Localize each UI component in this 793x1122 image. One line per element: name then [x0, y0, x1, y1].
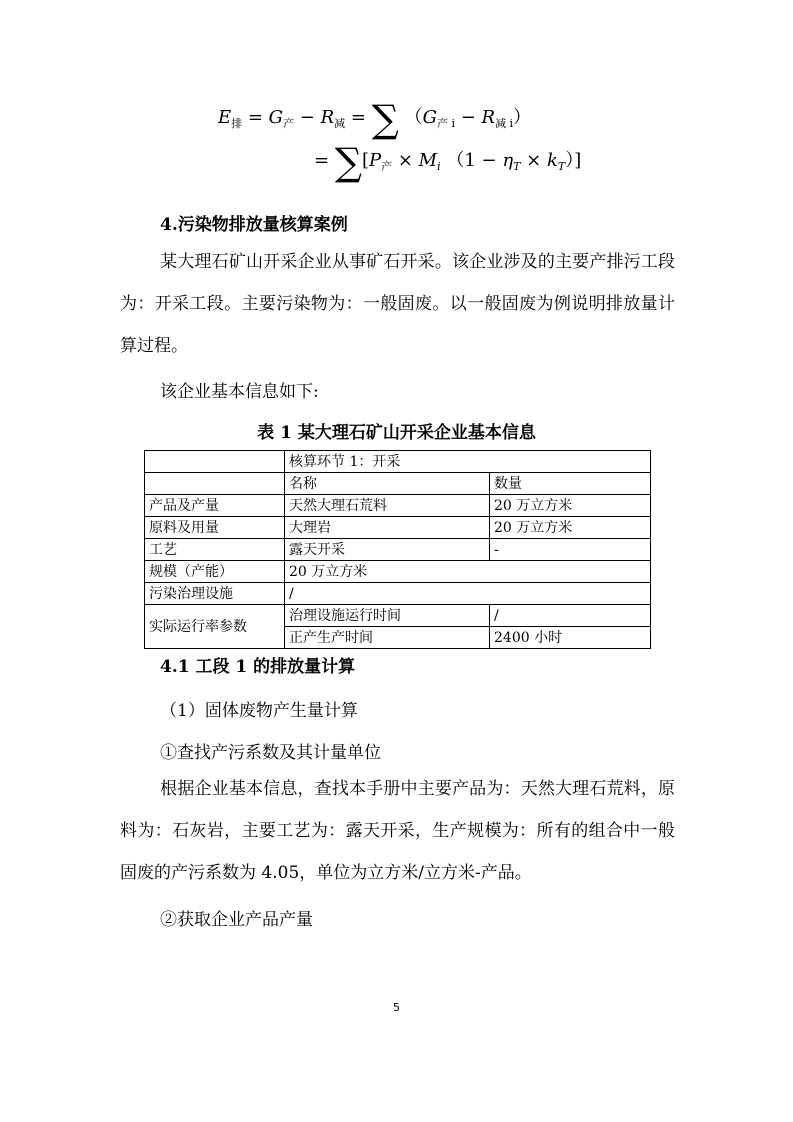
sum-symbol-2: ∑: [334, 140, 362, 184]
basic-info-table: [144, 450, 651, 649]
step-1a: ①查找产污系数及其计量单位: [160, 743, 381, 763]
table-cell: 核算环节 1：开采: [285, 451, 651, 473]
table-row: [145, 583, 651, 605]
table-row: [145, 539, 651, 561]
sum-symbol: ∑: [371, 97, 399, 141]
formula-line-2: = $\sum[P_产 \times M_i$ $(1 - \eta_T \times k_T)$]: [314, 140, 582, 184]
table-row: [145, 495, 651, 517]
table-row: [145, 473, 651, 495]
table-cell: 污染治理设施: [145, 583, 285, 605]
section-4-heading: 4.污染物排放量核算案例: [160, 215, 348, 235]
table-cell: 产品及产量: [145, 495, 285, 517]
table-cell: /: [490, 605, 651, 627]
table-cell: 名称: [285, 473, 490, 495]
table-cell: 2400 小时: [490, 627, 651, 649]
formula-line-1: $E_排 = G_产 - R_减$ = ∑ $(G_{产 i} - R_{减 i})$: [218, 97, 532, 141]
table-cell: 原料及用量: [145, 517, 285, 539]
table-row: [145, 561, 651, 583]
table-caption: 表 1 某大理石矿山开采企业基本信息: [257, 423, 536, 443]
table-cell: 实际运行率参数: [145, 605, 285, 649]
table-cell: /: [285, 583, 651, 605]
section-4-1-heading: 4.1 工段 1 的排放量计算: [160, 657, 356, 677]
table-cell: 工艺: [145, 539, 285, 561]
page-number: 5: [393, 1001, 400, 1014]
step-1: （1）固体废物产生量计算: [160, 701, 358, 721]
table-cell: [145, 451, 285, 473]
table-cell: 正产生产时间: [285, 627, 490, 649]
table-cell: 20 万立方米: [490, 495, 651, 517]
paragraph-intro: 某大理石矿山开采企业从事矿石开采。该企业涉及的主要产排污工段为：开采工段。主要污染物为：一般固废。以一般固废为例说明排放量计算过程。: [120, 252, 675, 356]
table-cell: 20 万立方米: [285, 561, 651, 583]
table-cell: 治理设施运行时间: [285, 605, 490, 627]
paragraph-basic-info: 该企业基本信息如下:: [160, 382, 319, 402]
table-cell: 大理岩: [285, 517, 490, 539]
table-cell: 数量: [490, 473, 651, 495]
table-cell: 规模（产能）: [145, 561, 285, 583]
paragraph-lookup: 根据企业基本信息，查找本手册中主要产品为：天然大理石荒料，原料为：石灰岩，主要工艺为：露天开采，生产规模为：所有的组合中一般固废的产污系数为 4.05，单位为立方米/立方米-产品。: [120, 779, 675, 883]
table-row: [145, 517, 651, 539]
table-cell: [145, 473, 285, 495]
step-1b: ②获取企业产品产量: [160, 910, 313, 930]
table-row: [145, 451, 651, 473]
table-cell: -: [490, 539, 651, 561]
table-cell: 露天开采: [285, 539, 490, 561]
table-cell: 20 万立方米: [490, 517, 651, 539]
table-row: [145, 605, 651, 627]
table-cell: 天然大理石荒料: [285, 495, 490, 517]
